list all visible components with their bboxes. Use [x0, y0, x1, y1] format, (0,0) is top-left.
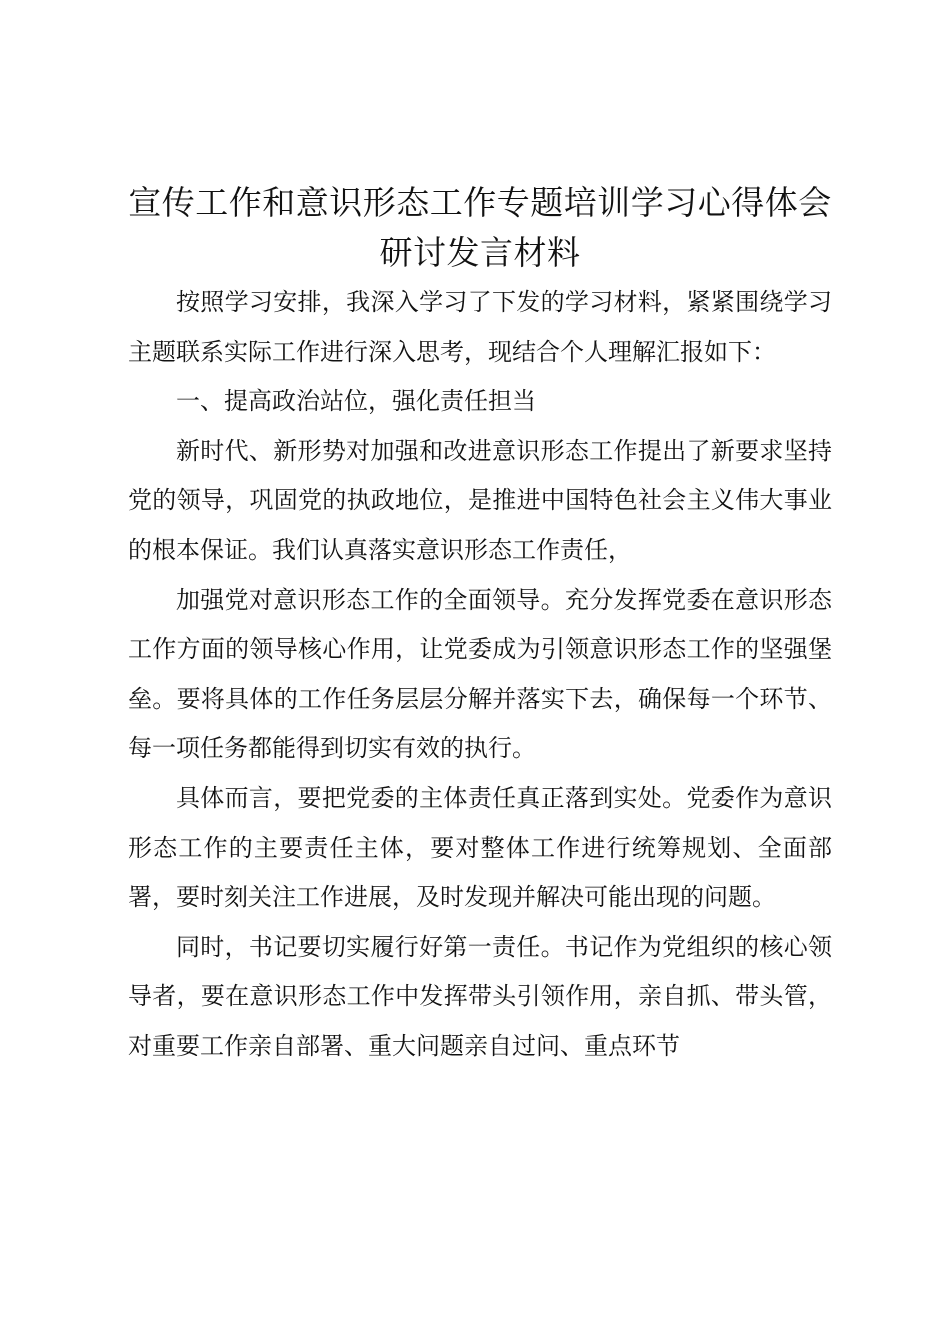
body-paragraph: 新时代、新形势对加强和改进意识形态工作提出了新要求坚持党的领导，巩固党的执政地位，是推进中国特色社会主义伟大事业的根本保证。我们认真落实意识形态工作责任，: [128, 436, 832, 564]
body-paragraph: 加强党对意识形态工作的全面领导。充分发挥党委在意识形态工作方面的领导核心作用，让党委成为引领意识形态工作的坚强堡垒。要将具体的工作任务层层分解并落实下去，确保每一个环节、每一项任务都能得到切实有效的执行。: [128, 585, 832, 763]
document-title: 宣传工作和意识形态工作专题培训学习心得体会研讨发言材料: [128, 183, 832, 272]
section-heading: 一、提高政治站位，强化责任担当: [176, 387, 536, 416]
body-paragraph: 具体而言，要把党委的主体责任真正落到实处。党委作为意识形态工作的主要责任主体，要对整体工作进行统筹规划、全面部署，要时刻关注工作进展，及时发现并解决可能出现的问题。: [128, 783, 832, 912]
document-page: [128, 178, 832, 1072]
intro-paragraph: 按照学习安排，我深入学习了下发的学习材料，紧紧围绕学习主题联系实际工作进行深入思考，现结合个人理解汇报如下：: [128, 288, 832, 366]
body-paragraph: 同时，书记要切实履行好第一责任。书记作为党组织的核心领导者，要在意识形态工作中发挥带头引领作用，亲自抓、带头管，对重要工作亲自部署、重大问题亲自过问、重点环节: [128, 932, 832, 1060]
